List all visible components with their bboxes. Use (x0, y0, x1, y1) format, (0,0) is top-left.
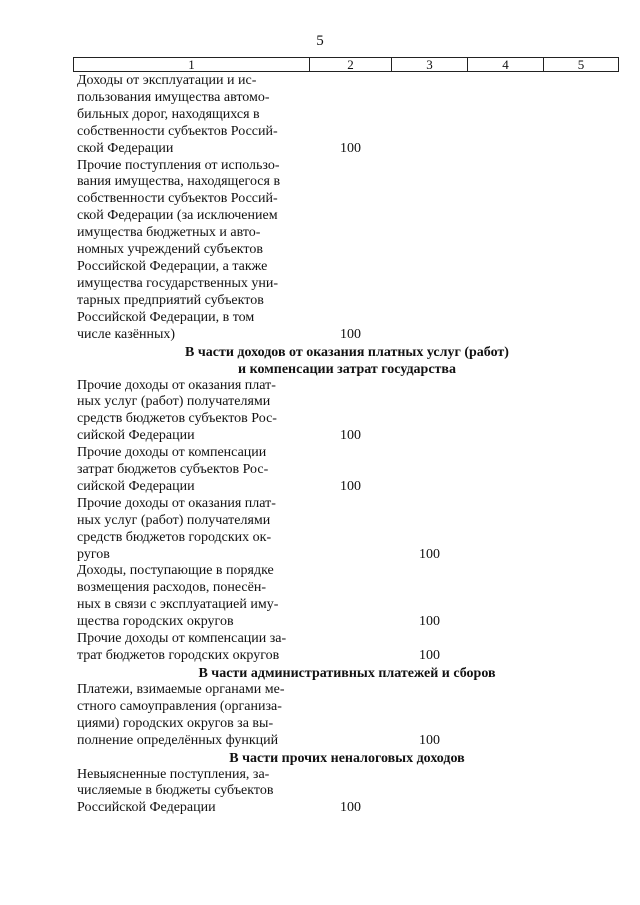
row-description-line: вания имущества, находящегося в (77, 174, 281, 190)
column-header-1: 1 (74, 58, 310, 72)
column-header-2: 2 (310, 58, 392, 72)
row-description-line: возмещения расходов, понесён- (77, 580, 267, 596)
table-row (0, 563, 640, 631)
table-row (0, 496, 640, 564)
row-description-line: щества городских округов (77, 614, 234, 630)
table-row (0, 631, 640, 665)
row-description (77, 631, 304, 665)
row-description-line: Прочие поступления от использо- (77, 157, 280, 173)
row-description-line: циями) городских округов за вы- (77, 715, 274, 731)
cell-col3-value: 100 (419, 732, 440, 748)
section-heading-line: В части доходов от оказания платных услуг (работ) (185, 344, 509, 360)
cell-col2-value: 100 (340, 800, 361, 816)
cell-col3-value: 100 (419, 614, 440, 630)
row-description-line: ных в связи с эксплуатацией иму- (77, 597, 279, 613)
row-description-line: Невыясненные поступления, за- (77, 766, 270, 782)
row-description-line: собственности субъектов Россий- (77, 191, 278, 207)
row-description-line: собственности субъектов Россий- (77, 123, 278, 139)
cell-col3-value: 100 (419, 648, 440, 663)
page-number: 5 (316, 33, 324, 49)
row-description (77, 563, 304, 631)
row-description-line: Прочие доходы от компенсации за- (77, 631, 287, 647)
row-description-line: ругов (77, 546, 110, 562)
row-description-line: ской Федерации (за исключением (77, 208, 278, 224)
row-description-line: ных услуг (работ) получателями (77, 512, 271, 528)
section-heading (77, 344, 617, 378)
row-description-line: тарных предприятий субъектов (77, 292, 264, 308)
section-heading-line: и компенсации затрат государства (238, 361, 456, 377)
row-description-line: имущества государственных уни- (77, 275, 279, 291)
row-description-line: стного самоуправления (организа- (77, 698, 282, 714)
row-description-line: пользования имущества автомо- (77, 89, 270, 105)
row-description (77, 378, 304, 446)
table-row (0, 378, 640, 446)
cell-col2-value: 100 (340, 326, 361, 342)
row-description-line: имущества бюджетных и авто- (77, 225, 261, 241)
cell-col2-value: 100 (340, 428, 361, 444)
row-description-line: Прочие доходы от оказания плат- (77, 495, 276, 511)
row-description-line: Российской Федерации, в том (77, 309, 255, 325)
row-description (77, 73, 304, 158)
section-heading (77, 750, 617, 767)
cell-col3-value: 100 (419, 546, 440, 562)
row-description (77, 767, 304, 818)
table-row (0, 767, 640, 818)
column-header-3: 3 (392, 58, 468, 72)
table-row (0, 445, 640, 496)
column-header-4: 4 (468, 58, 544, 72)
row-description (77, 158, 304, 344)
cell-col2-value: 100 (340, 140, 361, 156)
row-description-line: бильных дорог, находящихся в (77, 106, 260, 122)
row-description-line: сийской Федерации (77, 428, 195, 444)
row-description-line: числяемые в бюджеты субъектов (77, 783, 274, 799)
row-description-line: затрат бюджетов субъектов Рос- (77, 462, 269, 478)
row-description (77, 682, 304, 750)
row-description-line: числе казённых) (77, 326, 176, 342)
row-description (77, 445, 304, 496)
row-description-line: Прочие доходы от оказания плат- (77, 377, 276, 393)
table-row (0, 682, 640, 750)
row-description-line: средств бюджетов субъектов Рос- (77, 411, 277, 427)
table-body (0, 73, 640, 817)
row-description-line: Прочие доходы от компенсации (77, 445, 267, 461)
table-row (0, 73, 640, 158)
row-description-line: номных учреждений субъектов (77, 242, 263, 258)
column-header-5: 5 (544, 58, 619, 72)
row-description-line: ской Федерации (77, 140, 174, 156)
row-description-line: средств бюджетов городских ок- (77, 529, 272, 545)
row-description-line: ных услуг (работ) получателями (77, 394, 271, 410)
column-header-row (73, 57, 619, 72)
row-description-line: сийской Федерации (77, 478, 195, 494)
cell-col2-value: 100 (340, 478, 361, 494)
table-row (0, 158, 640, 344)
section-heading-line: В части прочих неналоговых доходов (229, 750, 465, 766)
row-description-line: Российской Федерации (77, 800, 216, 816)
row-description-line: Российской Федерации, а также (77, 258, 268, 274)
row-description-line: Доходы от эксплуатации и ис- (77, 73, 257, 88)
row-description-line: полнение определённых функций (77, 732, 279, 748)
row-description-line: Доходы, поступающие в порядке (77, 563, 274, 579)
row-description (77, 496, 304, 564)
section-heading (77, 665, 617, 682)
row-description-line: трат бюджетов городских округов (77, 648, 280, 663)
section-heading-line: В части административных платежей и сборов (198, 665, 496, 681)
row-description-line: Платежи, взимаемые органами ме- (77, 681, 285, 697)
